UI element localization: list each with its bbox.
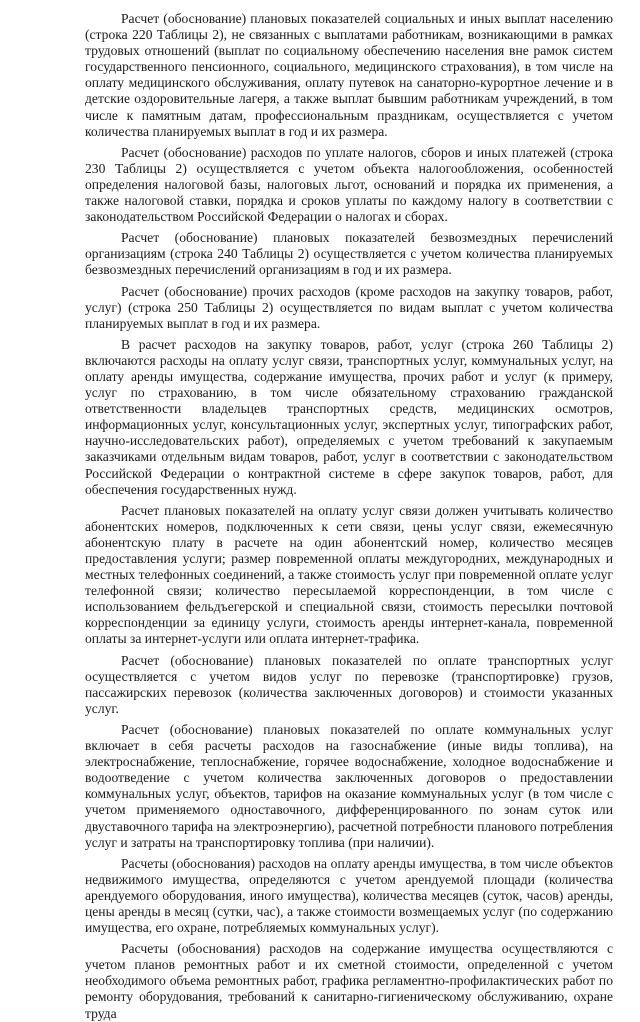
paragraph-transport-services: Расчет (обоснование) плановых показателей по оплате транспортных услуг осуществляется с учетом видов услуг по перевозке (транспортировке) грузов, пассажирских перевозок (количества заключенных договоров) и стоимости указанных услуг. (85, 652, 613, 716)
paragraph-communication-services: Расчет плановых показателей на оплату услуг связи должен учитывать количество абонентских номеров, подключенных к сети связи, цены услуг связи, ежемесячную абонентскую плату в расчете на один абонентский номер, количество месяцев предоставления услуги; размер повременной оплаты междугородних, международных и местных телефонных соединений, а также стоимость услуг при повременной оплате услуг телефонной связи; количество пересылаемой корреспонденции, в том числе с использованием фельдъегерской и специальной связи, стоимость пересылки почтовой корреспонденции за единицу услуги, стоимость аренды интернет-канала, повременной оплаты за интернет-услуги или оплата интернет-трафика. (85, 502, 613, 647)
paragraph-gratuitous-transfers: Расчет (обоснование) плановых показателей безвозмездных перечислений организациям (строка 240 Таблицы 2) осуществляется с учетом количества планируемых безвозмездных перечислений организациям в год и их размера. (85, 230, 613, 278)
paragraph-property-rent: Расчеты (обоснования) расходов на оплату аренды имущества, в том числе объектов недвижимого имущества, определяются с учетом арендуемой площади (количества арендуемого оборудования, иного имущества), количества месяцев (суток, часов) аренды, цены аренды в месяц (сутки, час), а также стоимости возмещаемых услуг (по содержанию имущества, его охране, потребляемых коммунальных услуг). (85, 855, 613, 936)
paragraph-property-maintenance: Расчеты (обоснования) расходов на содержание имущества осуществляются с учетом планов ремонтных работ и их сметной стоимости, определенной с учетом необходимого объема ремонтных работ, графика регламентно-профилактических работ по ремонту оборудования, требований к санитарно-гигиеническому обслуживанию, охране труда (85, 941, 613, 1021)
paragraph-taxes: Расчет (обоснование) расходов по уплате налогов, сборов и иных платежей (строка 230 Таблицы 2) осуществляется с учетом объекта налогообложения, особенностей определения налоговой базы, налоговых льгот, оснований и порядка их применения, а также налоговой ставки, порядка и сроков уплаты по каждому налогу в соответствии с законодательством Российской Федерации о налогах и сборах. (85, 144, 613, 225)
paragraph-other-expenses: Расчет (обоснование) прочих расходов (кроме расходов на закупку товаров, работ, услуг) (строка 250 Таблицы 2) осуществляется по видам выплат с учетом количества планируемых выплат в год и их размера. (85, 283, 613, 331)
paragraph-utilities: Расчет (обоснование) плановых показателей по оплате коммунальных услуг включает в себя расчеты расходов на газоснабжение (иные виды топлива), на электроснабжение, теплоснабжение, горячее водоснабжение, холодное водоснабжение и водоотведение с учетом количества заключенных договоров о предоставлении коммунальных услуг, объектов, тарифов на оказание коммунальных услуг (в том числе с учетом применяемого одноставочного, дифференцированного по зонам суток или двуставочного тарифа на электроэнергию), расчетной потребности планового потребления услуг и затраты на транспортировку топлива (при наличии). (85, 721, 613, 850)
paragraph-social-payments: Расчет (обоснование) плановых показателей социальных и иных выплат населению (строка 220 Таблицы 2), не связанных с выплатами работникам, возникающими в рамках трудовых отношений (выплат по социальному обеспечению населения вне рамок систем государственного пенсионного, социального, медицинского страхования), в том числе на оплату медицинского обслуживания, оплату путевок на санаторно-курортное лечение и в детские оздоровительные лагеря, а также выплат бывшим работникам учреждений, в том числе к памятным датам, профессиональным праздникам, осуществляется с учетом количества планируемых выплат в год и их размера. (85, 11, 613, 139)
paragraph-procurement: В расчет расходов на закупку товаров, работ, услуг (строка 260 Таблицы 2) включаются расходы на оплату услуг связи, транспортных услуг, коммунальных услуг, на оплату аренды имущества, содержание имущества, прочих работ и услуг (к примеру, услуг по страхованию, в том числе обязательному страхованию гражданской ответственности владельцев транспортных средств, медицинских осмотров, информационных услуг, консультационных услуг, экспертных услуг, типографских работ, научно-исследовательских работ), определяемых с учетом требований к закупаемым заказчиками отдельным видам товаров, работ, услуг в соответствии с законодательством Российской Федерации о контрактной системе в сфере закупок товаров, работ, для обеспечения государственных нужд. (85, 336, 613, 497)
